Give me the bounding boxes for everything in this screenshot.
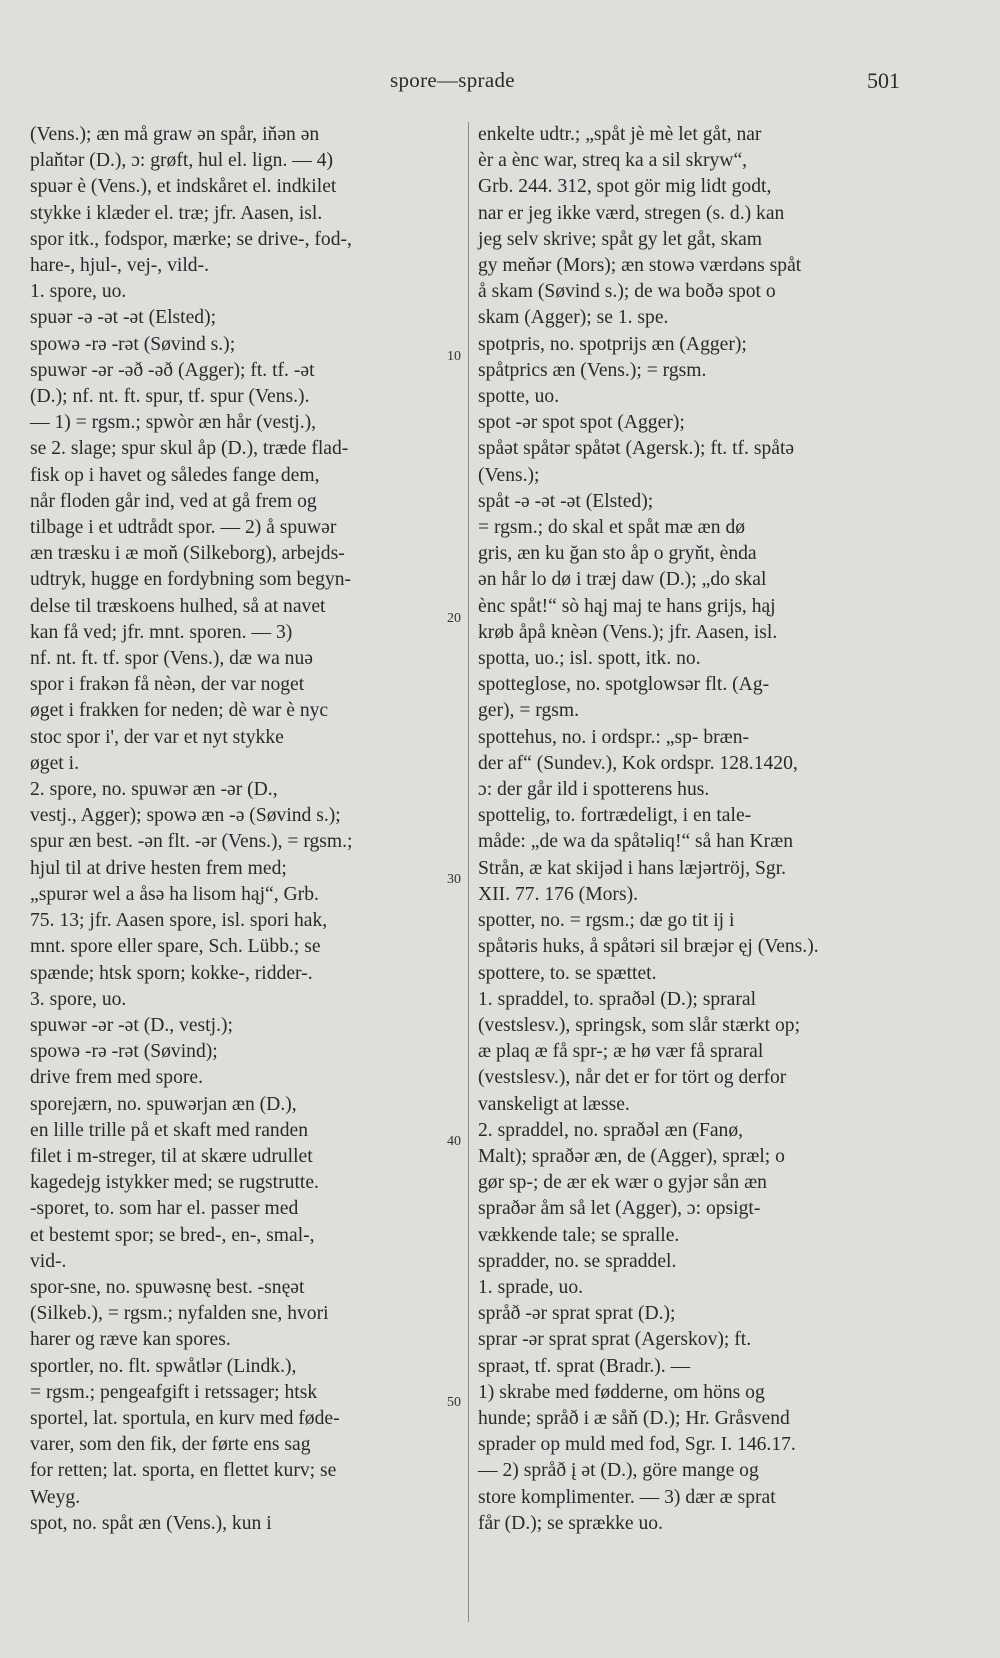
text-line: plaňtər (D.), ɔ: grøft, hul el. lign. — 4)	[30, 150, 334, 172]
text-line: jeg selv skrive; spåt gy let gåt, skam	[478, 228, 763, 250]
text-line: nf. nt. ft. tf. spor (Vens.), dæ wa nuə	[30, 648, 313, 670]
text-line: vanskeligt at læsse.	[478, 1093, 630, 1115]
text-line: — 1) = rgsm.; spwòr æn hår (vestj.),	[30, 412, 317, 434]
text-line: (D.); nf. nt. ft. spur, tf. spur (Vens.).	[30, 386, 310, 408]
text-line: = rgsm.; do skal et spåt mæ æn dø	[478, 517, 746, 539]
text-line: spottelig, to. fortrædeligt, i en tale-	[478, 805, 752, 827]
text-line: hunde; språð i æ såň (D.); Hr. Gråsvend	[478, 1407, 790, 1429]
text-line: delse til træskoens hulhed, så at navet	[30, 595, 326, 617]
text-line: ən hår lo dø i træj daw (D.); „do skal	[478, 569, 767, 591]
text-line: spur æn best. -ən flt. -ər (Vens.), = rgsm.;	[30, 831, 353, 853]
text-line: = rgsm.; pengeafgift i retssager; htsk	[30, 1381, 318, 1403]
right-column	[478, 122, 918, 1537]
left-column	[30, 122, 462, 1537]
text-line: æ plaq æ få spr-; æ hø vær få spraral	[478, 1041, 764, 1063]
text-line: spænde; htsk sporn; kokke-, ridder-.	[30, 962, 313, 984]
text-line: Weyg.	[30, 1486, 81, 1508]
text-line: øget i frakken for neden; dè war è nyc	[30, 700, 329, 722]
text-line: spåət spåtər spåtət (Agersk.); ft. tf. spåtə	[478, 438, 795, 460]
line-number: 10	[447, 349, 461, 364]
text-line: spowə -rə -rət (Søvind s.);	[30, 333, 236, 355]
text-line: spotteglose, no. spotglowsər flt. (Ag-	[478, 674, 770, 696]
text-line: Strån, æ kat skijəd i hans læjərtröj, Sgr.	[478, 857, 787, 879]
text-line: språð -ər sprat sprat (D.);	[478, 1303, 676, 1325]
text-line: (Silkeb.), = rgsm.; nyfalden sne, hvori	[30, 1303, 329, 1325]
text-line: spradder, no. se spraddel.	[478, 1250, 677, 1272]
column-divider	[468, 122, 469, 1622]
text-line: spuər -ə -ət -ət (Elsted);	[30, 307, 217, 329]
text-line: måde: „de wa da spåtəliq!“ så han Kræn	[478, 831, 794, 853]
text-line: sportler, no. flt. spwåtlər (Lindk.),	[30, 1355, 297, 1377]
line-number: 20	[447, 611, 461, 626]
text-line: stoc spor i', der var et nyt stykke	[30, 726, 284, 748]
text-line: (vestslesv.), springsk, som slår stærkt op;	[478, 1014, 801, 1036]
text-line: (Vens.);	[478, 464, 540, 486]
text-line: spåt -ə -ət -ət (Elsted);	[478, 490, 654, 512]
text-line: spottehus, no. i ordspr.: „sp- bræn-	[478, 726, 750, 748]
text-line: èr a ènc war, streq ka a sil skryw“,	[478, 150, 748, 172]
text-line: sporejærn, no. spuwərjan æn (D.),	[30, 1093, 297, 1115]
text-line: udtryk, hugge en fordybning som begyn-	[30, 569, 352, 591]
text-line: sportel, lat. sportula, en kurv med føde-	[30, 1407, 340, 1429]
text-line: spåtprics æn (Vens.); = rgsm.	[478, 359, 707, 381]
text-line: spottere, to. se spættet.	[478, 962, 657, 984]
text-line: sprader op muld med fod, Sgr. I. 146.17.	[478, 1434, 796, 1456]
text-line: 1. spore, uo.	[30, 281, 127, 303]
text-line: æn træsku i æ moň (Silkeborg), arbejds-	[30, 543, 345, 565]
text-line: spor itk., fodspor, mærke; se drive-, fod-,	[30, 228, 352, 250]
text-line: en lille trille på et skaft med randen	[30, 1119, 309, 1141]
line-number: 30	[447, 872, 461, 887]
text-line: harer og ræve kan spores.	[30, 1329, 231, 1351]
text-line: tilbage i et udtrådt spor. — 2) å spuwər	[30, 517, 337, 539]
line-number: 40	[447, 1134, 461, 1149]
text-line: et bestemt spor; se bred-, en-, smal-,	[30, 1224, 315, 1246]
text-line: 75. 13; jfr. Aasen spore, isl. spori hak,	[30, 910, 328, 932]
text-line: spåtəris huks, å spåtəri sil bræjər ęj (Vens.).	[478, 936, 819, 958]
text-line: 2. spore, no. spuwər æn -ər (D.,	[30, 779, 278, 801]
text-line: vækkende tale; se spralle.	[478, 1224, 680, 1246]
text-line: hare-, hjul-, vej-, vild-.	[30, 255, 210, 277]
text-line: 1. sprade, uo.	[478, 1276, 584, 1298]
text-line: Malt); spraðər æn, de (Agger), spræl; o	[478, 1145, 785, 1167]
text-line: å skam (Søvind s.); de wa boðə spot o	[478, 281, 776, 303]
text-line: spuwər -ər -ət (D., vestj.);	[30, 1014, 233, 1036]
text-line: spor-sne, no. spuwəsnę best. -snęət	[30, 1276, 305, 1298]
page-header	[0, 68, 1000, 98]
text-line: hjul til at drive hesten frem med;	[30, 857, 287, 879]
text-line: 1. spraddel, to. spraðəl (D.); spraral	[478, 988, 757, 1010]
text-line: — 2) språð į ət (D.), göre mange og	[478, 1460, 759, 1482]
text-line: skam (Agger); se 1. spe.	[478, 307, 669, 329]
text-line: varer, som den fik, der førte ens sag	[30, 1434, 311, 1456]
text-line: -sporet, to. som har el. passer med	[30, 1198, 299, 1220]
text-line: spotpris, no. spotprijs æn (Agger);	[478, 333, 747, 355]
text-line: enkelte udtr.; „spåt jè mè let gåt, nar	[478, 124, 762, 145]
text-line: 2. spraddel, no. spraðəl æn (Fanø,	[478, 1119, 744, 1141]
text-line: filet i m-streger, til at skære udrullet	[30, 1145, 313, 1167]
text-line: spraðər åm så let (Agger), ɔ: opsigt-	[478, 1198, 761, 1220]
text-line: spraət, tf. sprat (Bradr.). —	[478, 1355, 691, 1377]
text-line: gy meňər (Mors); æn stowə værdəns spåt	[478, 255, 802, 277]
text-line: vid-.	[30, 1250, 67, 1272]
text-line: „spurər wel a åsə ha lisom hąj“, Grb.	[30, 883, 319, 905]
text-line: fisk op i havet og således fange dem,	[30, 464, 320, 486]
text-line: se 2. slage; spur skul åp (D.), træde flad-	[30, 438, 349, 460]
text-line: vestj., Agger); spowə æn -ə (Søvind s.);	[30, 805, 341, 827]
text-line: spotter, no. = rgsm.; dæ go tit ij i	[478, 910, 735, 932]
text-line: kan få ved; jfr. mnt. sporen. — 3)	[30, 621, 293, 643]
text-line: store komplimenter. — 3) dær æ sprat	[478, 1486, 776, 1508]
text-line: 1) skrabe med fødderne, om höns og	[478, 1381, 765, 1403]
text-line: kagedejg istykker med; se rugstrutte.	[30, 1172, 319, 1194]
text-line: spotta, uo.; isl. spott, itk. no.	[478, 648, 701, 670]
running-head: spore—sprade	[390, 68, 515, 92]
text-line: ger), = rgsm.	[478, 700, 580, 722]
text-line: Grb. 244. 312, spot gör mig lidt godt,	[478, 176, 772, 198]
text-line: nar er jeg ikke værd, stregen (s. d.) kan	[478, 202, 785, 224]
text-line: sprar -ər sprat sprat (Agerskov); ft.	[478, 1329, 752, 1351]
text-line: ɔ: der går ild i spotterens hus.	[478, 779, 710, 801]
line-number: 50	[447, 1395, 461, 1410]
text-line: spot, no. spåt æn (Vens.), kun i	[30, 1512, 272, 1534]
text-line: stykke i klæder el. træ; jfr. Aasen, isl.	[30, 202, 323, 224]
text-line: spowə -rə -rət (Søvind);	[30, 1041, 218, 1063]
text-line: gør sp-; de ær ek wær o gyjər sån æn	[478, 1172, 767, 1194]
text-line: øget i.	[30, 752, 79, 774]
text-line: gris, æn ku ğan sto åp o gryňt, ènda	[478, 543, 757, 565]
text-line: spuwər -ər -əð -əð (Agger); ft. tf. -ət	[30, 359, 315, 381]
text-line: spot -ər spot spot (Agger);	[478, 412, 685, 434]
text-line: XII. 77. 176 (Mors).	[478, 883, 638, 905]
text-line: mnt. spore eller spare, Sch. Lübb.; se	[30, 936, 321, 958]
text-line: der af“ (Sundev.), Kok ordspr. 128.1420,	[478, 752, 798, 774]
text-line: spor i frakən få nèən, der var noget	[30, 674, 305, 696]
text-line: for retten; lat. sporta, en flettet kurv; se	[30, 1460, 337, 1482]
text-line: 3. spore, uo.	[30, 988, 127, 1010]
text-line: (vestslesv.), når det er for tört og derfor	[478, 1067, 787, 1089]
page-number: 501	[867, 68, 900, 93]
text-line: ènc spåt!“ sò hąj maj te hans grijs, hąj	[478, 595, 776, 617]
text-line: får (D.); se sprække uo.	[478, 1512, 664, 1534]
text-line: spotte, uo.	[478, 386, 560, 408]
text-line: spuər è (Vens.), et indskåret el. indkilet	[30, 176, 337, 198]
text-line: (Vens.); æn må graw ən spår, iňən ən	[30, 124, 320, 145]
text-line: når floden går ind, ved at gå frem og	[30, 490, 317, 512]
text-line: krøb åpå knèən (Vens.); jfr. Aasen, isl.	[478, 621, 778, 643]
text-line: drive frem med spore.	[30, 1067, 204, 1089]
